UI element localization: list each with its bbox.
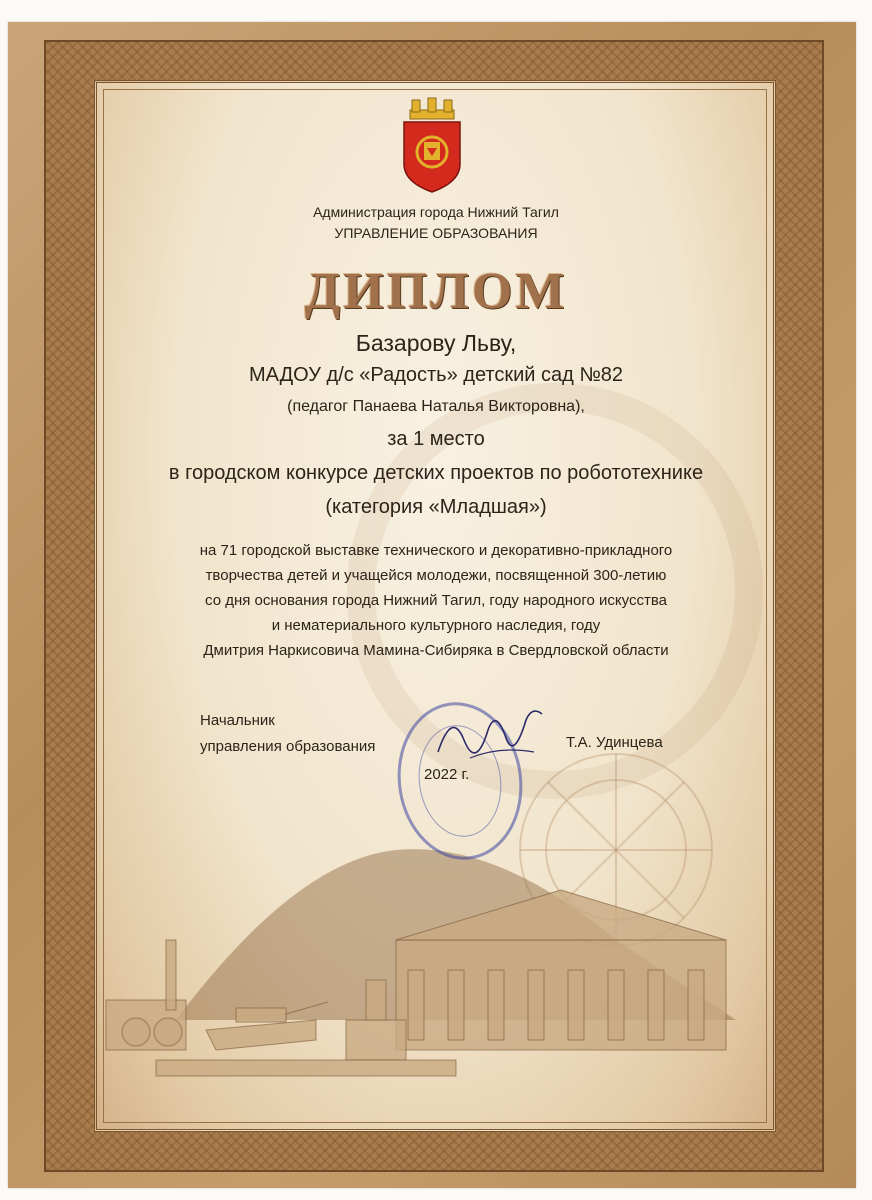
signatory-position-line: управления образования [200, 738, 376, 755]
contest: в городском конкурсе детских проектов по робототехнике [168, 462, 704, 484]
signature [430, 700, 550, 770]
signatory-position [200, 708, 375, 760]
description [0, 538, 872, 663]
issue-year: 2022 г. [424, 766, 470, 783]
description-line: и нематериального культурного наследия, году [271, 617, 601, 634]
department-name: УПРАВЛЕНИЕ ОБРАЗОВАНИЯ [334, 225, 538, 241]
description-line: творчества детей и учащейся молодежи, посвященной 300-летию [205, 567, 667, 584]
teacher: (педагог Панаева Наталья Викторовна), [287, 398, 585, 415]
signatory-position-line: Начальник [200, 712, 275, 729]
description-line: на 71 городской выставке технического и декоративно-прикладного [199, 542, 673, 559]
description-line: Дмитрия Наркисовича Мамина-Сибиряка в Свердловской области [203, 642, 669, 659]
description-line: со дня основания города Нижний Тагил, году народного искусства [205, 592, 667, 609]
category: (категория «Младшая») [325, 496, 547, 518]
recipient-name: Базарову Льву, [355, 330, 517, 356]
coat-of-arms-icon [400, 96, 464, 194]
place: за 1 место [387, 428, 485, 450]
signatory-name: Т.А. Удинцева [566, 734, 663, 751]
administration-name: Администрация города Нижний Тагил [313, 204, 559, 220]
institution: МАДОУ д/с «Радость» детский сад №82 [248, 364, 624, 386]
diploma-title: ДИПЛОМ [304, 263, 568, 320]
